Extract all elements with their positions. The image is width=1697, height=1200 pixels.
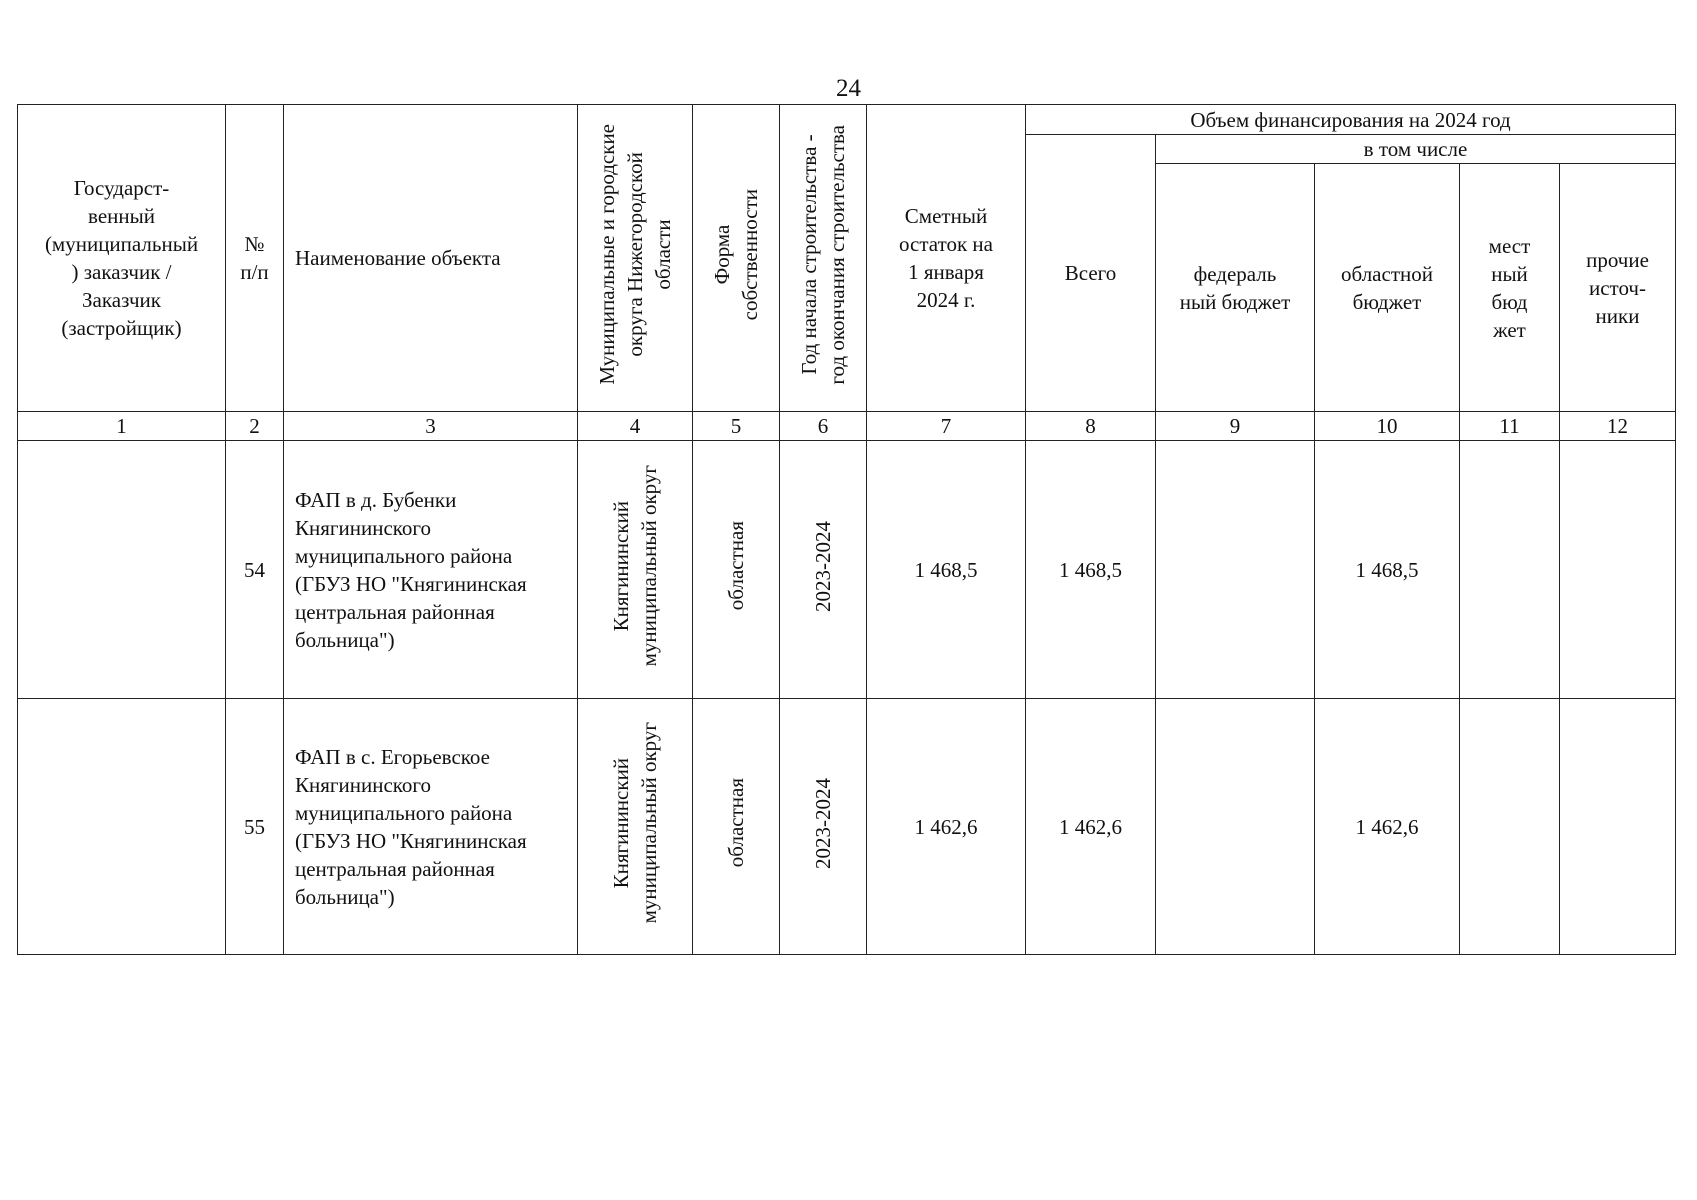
row-customer xyxy=(18,441,226,699)
row-object-name: ФАП в с. Егорьевское Княгининского муниципального района (ГБУЗ НО "Княгининская центральная районная больница") xyxy=(284,699,578,955)
column-number: 9 xyxy=(1156,412,1315,441)
table-row xyxy=(18,441,1676,699)
column-number: 7 xyxy=(867,412,1026,441)
financing-table xyxy=(17,104,1676,955)
header-financing-title: Объем финансирования на 2024 год xyxy=(1026,105,1676,135)
column-numbers-row xyxy=(18,412,1676,441)
header-federal: федераль ный бюджет xyxy=(1156,164,1315,412)
row-total: 1 468,5 xyxy=(1026,441,1156,699)
header-customer: Государст- венный (муниципальный ) заказчик / Заказчик (застройщик) xyxy=(18,105,226,412)
column-number: 4 xyxy=(578,412,693,441)
table-row xyxy=(18,699,1676,955)
column-number: 8 xyxy=(1026,412,1156,441)
row-estimate-remainder: 1 462,6 xyxy=(867,699,1026,955)
row-federal xyxy=(1156,699,1315,955)
column-number: 6 xyxy=(780,412,867,441)
column-number: 2 xyxy=(226,412,284,441)
row-estimate-remainder: 1 468,5 xyxy=(867,441,1026,699)
header-including: в том числе xyxy=(1156,135,1676,164)
row-regional: 1 468,5 xyxy=(1315,441,1460,699)
row-ownership: областная xyxy=(693,441,780,699)
column-number: 3 xyxy=(284,412,578,441)
header-number: № п/п xyxy=(226,105,284,412)
header-district: Муниципальные и городские округа Нижегородской области xyxy=(578,105,693,412)
header-object-name: Наименование объекта xyxy=(284,105,578,412)
row-number: 54 xyxy=(226,441,284,699)
column-number: 12 xyxy=(1560,412,1676,441)
row-other xyxy=(1560,441,1676,699)
row-total: 1 462,6 xyxy=(1026,699,1156,955)
header-regional: областной бюджет xyxy=(1315,164,1460,412)
header-estimate-remainder: Сметный остаток на 1 января 2024 г. xyxy=(867,105,1026,412)
header-total: Всего xyxy=(1026,135,1156,412)
column-number: 1 xyxy=(18,412,226,441)
row-regional: 1 462,6 xyxy=(1315,699,1460,955)
row-local xyxy=(1460,699,1560,955)
row-number: 55 xyxy=(226,699,284,955)
header-years: Год начала строительства - год окончания строительства xyxy=(780,105,867,412)
row-federal xyxy=(1156,441,1315,699)
row-years: 2023-2024 xyxy=(780,699,867,955)
row-district: Княгининский муниципальный округ xyxy=(578,441,693,699)
row-local xyxy=(1460,441,1560,699)
row-district: Княгининский муниципальный округ xyxy=(578,699,693,955)
row-ownership: областная xyxy=(693,699,780,955)
page-number: 24 xyxy=(836,75,861,102)
column-number: 11 xyxy=(1460,412,1560,441)
column-number: 5 xyxy=(693,412,780,441)
header-other: прочие источ- ники xyxy=(1560,164,1676,412)
column-number: 10 xyxy=(1315,412,1460,441)
row-other xyxy=(1560,699,1676,955)
header-local: мест ный бюд жет xyxy=(1460,164,1560,412)
header-ownership: Форма собственности xyxy=(693,105,780,412)
row-customer xyxy=(18,699,226,955)
row-years: 2023-2024 xyxy=(780,441,867,699)
row-object-name: ФАП в д. Бубенки Княгининского муниципального района (ГБУЗ НО "Княгининская центральная районная больница") xyxy=(284,441,578,699)
